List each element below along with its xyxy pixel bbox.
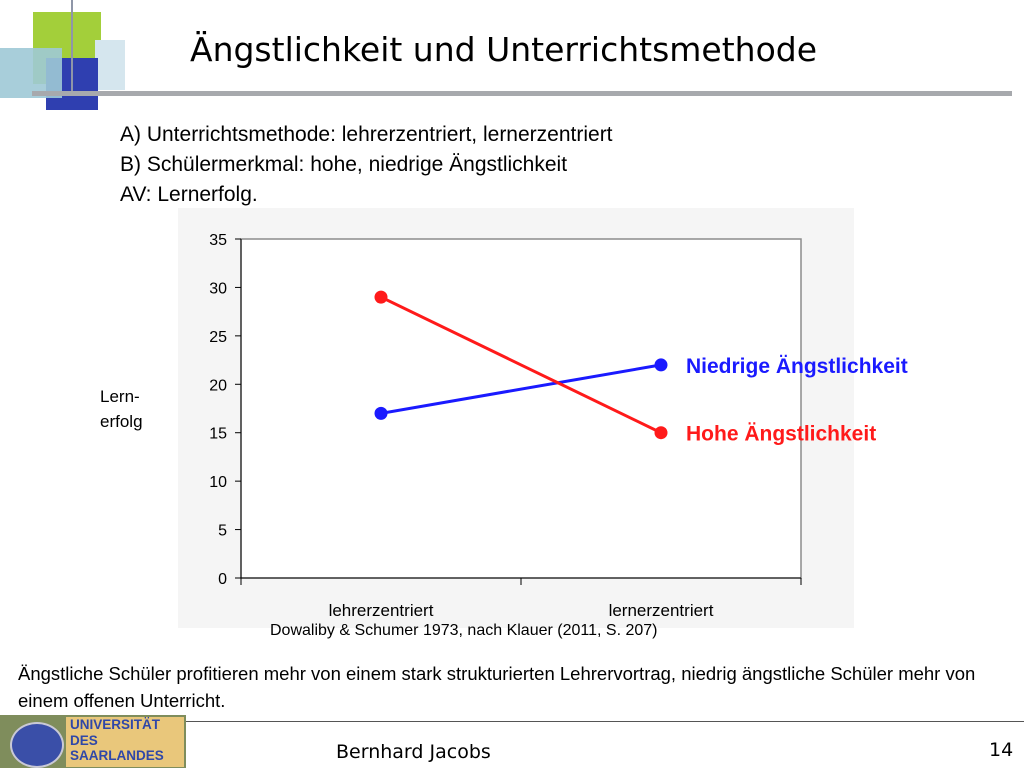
series-label-1: Hohe Ängstlichkeit [686, 422, 877, 446]
summary-text: Ängstliche Schüler profitieren mehr von einem stark strukturierten Lehrervortrag, niedrig ängstliche Schüler mehr von einem offenen Unterricht. [18, 663, 976, 711]
source-citation: Dowaliby & Schumer 1973, nach Klauer (2011, S. 207) [270, 622, 658, 639]
series-1-point-1 [655, 426, 668, 439]
line-chart [178, 208, 908, 628]
intro-line-av: AV: Lernerfolg. [120, 183, 258, 206]
intro-list [120, 120, 613, 210]
y-axis-label-line2: erfolg [100, 412, 143, 431]
slide-title: Ängstlichkeit und Unterrichtsmethode [190, 30, 818, 69]
y-tick-label-30: 30 [209, 280, 227, 298]
y-tick-label-25: 25 [209, 328, 227, 346]
series-label-0: Niedrige Ängstlichkeit [686, 354, 908, 378]
logo-line-3: SAARLANDES [70, 748, 164, 763]
chart-area [178, 208, 908, 628]
series-0-point-0 [375, 407, 388, 420]
intro-line-b: B) Schülermerkmal: hohe, niedrige Ängstlichkeit [120, 153, 568, 176]
y-axis-label [100, 384, 143, 434]
y-tick-label-35: 35 [209, 232, 227, 249]
plot-frame [241, 239, 801, 578]
y-tick-label-20: 20 [209, 377, 227, 395]
x-tick-label-1: lernerzentriert [608, 601, 714, 620]
decor-pale-square [95, 40, 125, 90]
y-tick-label-10: 10 [209, 474, 227, 492]
logo-line-1: UNIVERSITÄT [70, 717, 161, 732]
title-underline-bar [32, 91, 1012, 96]
university-seal-icon [10, 722, 64, 768]
x-tick-label-0: lehrerzentriert [328, 601, 434, 620]
series-1-point-0 [375, 291, 388, 304]
intro-line-a: A) Unterrichtsmethode: lehrerzentriert, lernerzentriert [120, 123, 613, 146]
logo-line-2: DES [70, 732, 98, 748]
y-axis-label-line1: Lern- [100, 387, 140, 406]
author-name: Bernhard Jacobs [336, 741, 491, 763]
y-tick-label-5: 5 [218, 522, 227, 540]
footer-divider [186, 721, 1024, 722]
page-number: 14 [989, 739, 1014, 761]
university-logo-text [66, 717, 184, 767]
decor-vertical-line [71, 0, 73, 96]
series-0-point-1 [655, 358, 668, 371]
y-tick-label-15: 15 [209, 425, 227, 443]
y-tick-label-0: 0 [218, 571, 227, 588]
